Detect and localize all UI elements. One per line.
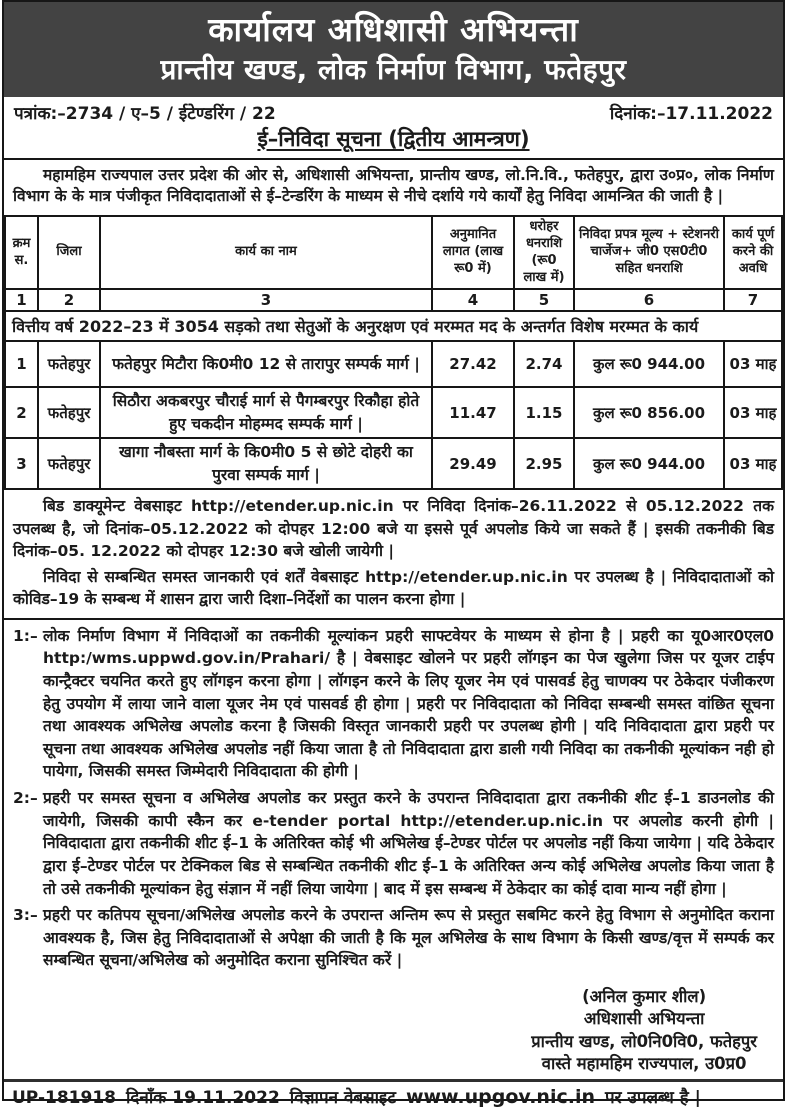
signatory-name: (अनिल कुमार शील) xyxy=(582,987,707,1007)
tender-notice-page xyxy=(2,0,785,1109)
cell-emd: 1.15 xyxy=(514,387,574,438)
signatory-designation: अधिशासी अभियन्ता xyxy=(583,1009,705,1029)
col-header-emd: धरोहर धनराशि (रू0 लाख में) xyxy=(514,216,574,290)
cell-fee: कुल रू0 856.00 xyxy=(574,387,724,438)
table-row xyxy=(5,387,782,438)
point-3-label: 3:– xyxy=(13,906,38,925)
point-1-label: 1:– xyxy=(13,626,38,645)
office-title: कार्यालय अधिशासी अभियन्ता xyxy=(208,10,579,49)
instruction-points xyxy=(4,618,783,980)
bid-availability-paragraph: बिड डाक्यूमेन्ट वेबसाइट http://etender.up.nic.in पर निविदा दिनांक–26.11.2022 से 05.12.2022 तक उपलब्ध है, जो दिनांक–05.12.2022 को दोपहर 12:00 बजे या इससे पूर्व अपलोड किये जा सकते हैं | इसकी तकनीकी बिड दिनांक–05. 12.2022 को दोपहर 12:30 बजे खोली जायेगी | xyxy=(13,497,774,561)
col-header-cost: अनुमानित लागत (लाख रू0 में) xyxy=(432,216,514,290)
signatory-on-behalf: वास्ते महामहिम राज्यपाल, उ0प्र0 xyxy=(541,1053,747,1073)
point-3-text: प्रहरी पर कतिपय सूचना/अभिलेख अपलोड करने के उपरान्त अन्तिम रूप से प्रस्तुत सबमिट करने हेतु विभाग से अनुमोदित कराना आवश्यक है, जिस हेतु निविदादाताओं से अपेक्षा की जाती है कि मूल अभिलेख के साथ विभाग के किसी खण्ड/वृत्त में सम्पर्क कर सम्बन्धित सूचना/अभिलेख को अनुमोदित कराना सुनिश्चित करें | xyxy=(43,906,774,970)
section-heading-row xyxy=(5,311,782,341)
point-1-text: लोक निर्माण विभाग में निविदाओं का तकनीकी मूल्यांकन प्रहरी साफ्टवेयर के माध्यम से होना है | प्रहरी का यू0आर0एल0 http:/wms.uppwd.gov.in/Prahari/ है | वेबसाइट खोलने पर प्रहरी लॉगइन का पेज खुलेगा जिस पर यूजर टाईप कान्ट्रैक्टर चयनित करते हुए लॉगइन करना होगा | लॉगइन करने के लिए यूजर नेम एवं पासवर्ड हेतु चाणक्य पर ठेकेदार पंजीकरण हेतु उपयोग में लाया जाने वाला यूजर नेम एवं पासवर्ड ही होगा | प्रहरी पर निविदादाता को निविदा सम्बन्धी समस्त वांछित सूचना तथा आवश्यक अभिलेख अपलोड करना है जिसकी विस्तृत जानकारी प्रहरी पर उपलब्ध होगी | यदि निविदादाता द्वारा प्रहरी पर सूचना तथा आवश्यक अभिलेख अपलोड नहीं किया जाता है तो निविदादाता द्वारा डाली गयी निविदा का तकनीकी मूल्यांकन नही हो पायेगा, जिसकी समस्त जिम्मेदारी निविदादाता की होगी | xyxy=(43,626,774,781)
notice-title: ई–निविदा सूचना (द्वितीय आमन्त्रण) xyxy=(257,126,530,151)
cell-fee: कुल रू0 944.00 xyxy=(574,438,724,489)
cell-sno: 3 xyxy=(5,438,38,489)
cell-cost: 27.42 xyxy=(432,341,514,387)
cell-work: सिठौरा अकबरपुर चौराई मार्ग से पैगम्बरपुर रिकौहा होते हुए चकदीन मोहम्मद सम्पर्क मार्ग | xyxy=(100,387,432,438)
advert-website: www.upgov.nic.in xyxy=(405,1086,595,1109)
table-row xyxy=(5,438,782,489)
col-header-district: जिला xyxy=(38,216,100,290)
cell-work: फतेहपुर मिटौरा कि0मी0 12 से तारापुर सम्पर्क मार्ग | xyxy=(100,341,432,387)
signature-block xyxy=(4,980,783,1079)
point-2 xyxy=(13,787,774,900)
cell-district: फतेहपुर xyxy=(38,387,100,438)
cell-emd: 2.74 xyxy=(514,341,574,387)
footer-strip xyxy=(4,1079,783,1112)
cell-district: फतेहपुर xyxy=(38,438,100,489)
cell-sno: 2 xyxy=(5,387,38,438)
cell-district: फतेहपुर xyxy=(38,341,100,387)
point-3 xyxy=(13,904,774,972)
cell-duration: 03 माह xyxy=(724,387,782,438)
cell-work: खागा नौबस्ता मार्ग के कि0मी0 5 से छोटे दोहरी का पुरवा सम्पर्क मार्ग | xyxy=(100,438,432,489)
advert-code: UP-181918 xyxy=(12,1088,116,1109)
cell-cost: 11.47 xyxy=(432,387,514,438)
reference-row xyxy=(4,97,783,124)
terms-paragraph: निविदा से सम्बन्धित समस्त जानकारी एवं शर्तें वेबसाइट http://etender.up.nic.in पर उपलब्ध है | निविदादाताओं को कोविड–19 के सम्बन्ध में शासन द्वारा जारी दिशा–निर्देशों का पालन करना होगा | xyxy=(13,567,774,609)
advert-date: दिनाँक 19.11.2022 xyxy=(126,1088,280,1109)
cell-fee: कुल रू0 944.00 xyxy=(574,341,724,387)
col-header-duration: कार्य पूर्ण करने की अवधि xyxy=(724,216,782,290)
table-header-row xyxy=(5,216,782,290)
point-2-label: 2:– xyxy=(13,789,38,808)
intro-paragraph: महामहिम राज्यपाल उत्तर प्रदेश की ओर से, अधिशासी अभियन्ता, प्रान्तीय खण्ड, लो.नि.वि., फतेहपुर, द्वारा उ०प्र०, लोक निर्माण विभाग के के मात्र पंजीकृत निविदादाताओं से ई–टेन्डरिंग के माध्यम से नीचे दर्शाये गये कार्यों हेतु निविदा आमन्त्रित की जाती है | xyxy=(4,158,783,215)
signatory-division: प्रान्तीय खण्ड, लो0नि0वि0, फतेहपुर xyxy=(531,1031,757,1051)
col-header-work: कार्य का नाम xyxy=(100,216,432,290)
office-subtitle: प्रान्तीय खण्ड, लोक निर्माण विभाग, फतेहपुर xyxy=(160,52,627,86)
point-1 xyxy=(13,625,774,783)
cell-emd: 2.95 xyxy=(514,438,574,489)
section-heading: वित्तीय वर्ष 2022–23 में 3054 सड़को तथा सेतुओं के अनुरक्षण एवं मरम्मत मद के अन्तर्गत विशेष मरम्मत के कार्य xyxy=(5,311,782,341)
cell-cost: 29.49 xyxy=(432,438,514,489)
point-2-text: प्रहरी पर समस्त सूचना व अभिलेख अपलोड कर प्रस्तुत करने के उपरान्त निविदादाता द्वारा तकनीकी शीट ई–1 डाउनलोड की जायेगी, जिसकी कापी स्कैन कर e-tender portal http://etender.up.nic.in पर अपलोड करनी होगी | निविदादाता द्वारा तकनीकी शीट ई–1 के अतिरिक्त कोई भी अभिलेख ई–टेण्डर पोर्टल पर अपलोड नहीं किया जायेगा | यदि ठेकेदार द्वारा ई–टेण्डर पोर्टल पर टेक्निकल बिड से सम्बन्धित तकनीकी शीट ई–1 के अतिरिक्त अन्य कोई अभिलेख अपलोड किया जाता है तो उसे तकनीकी मूल्यांकन हेतु संज्ञान में नहीं लिया जायेगा | बाद में इस सम्बन्ध में ठेकेदार का कोई दावा मान्य नहीं होगा | xyxy=(43,789,774,898)
cell-duration: 03 माह xyxy=(724,341,782,387)
advert-label: विज्ञापन वेबसाइट xyxy=(289,1088,396,1109)
cell-sno: 1 xyxy=(5,341,38,387)
col-header-sno: क्रम स. xyxy=(5,216,38,290)
bid-info-paragraphs xyxy=(4,490,783,617)
cell-duration: 03 माह xyxy=(724,438,782,489)
letter-number: पत्रांक:–2734 / ए–5 / ईटेण्डरिंग / 22 xyxy=(14,103,276,124)
table-row xyxy=(5,341,782,387)
tender-table xyxy=(4,215,783,490)
masthead xyxy=(4,2,783,97)
col-header-fee: निविदा प्रपत्र मूल्य + स्टेशनरी चार्जेज+ जी0 एस0टी0 सहित धनराशि xyxy=(574,216,724,290)
letter-date: दिनांक:–17.11.2022 xyxy=(609,103,773,124)
advert-suffix: पर उपलब्ध है | xyxy=(605,1088,701,1109)
column-number-row: 1 2 3 4 5 6 7 xyxy=(5,289,782,311)
